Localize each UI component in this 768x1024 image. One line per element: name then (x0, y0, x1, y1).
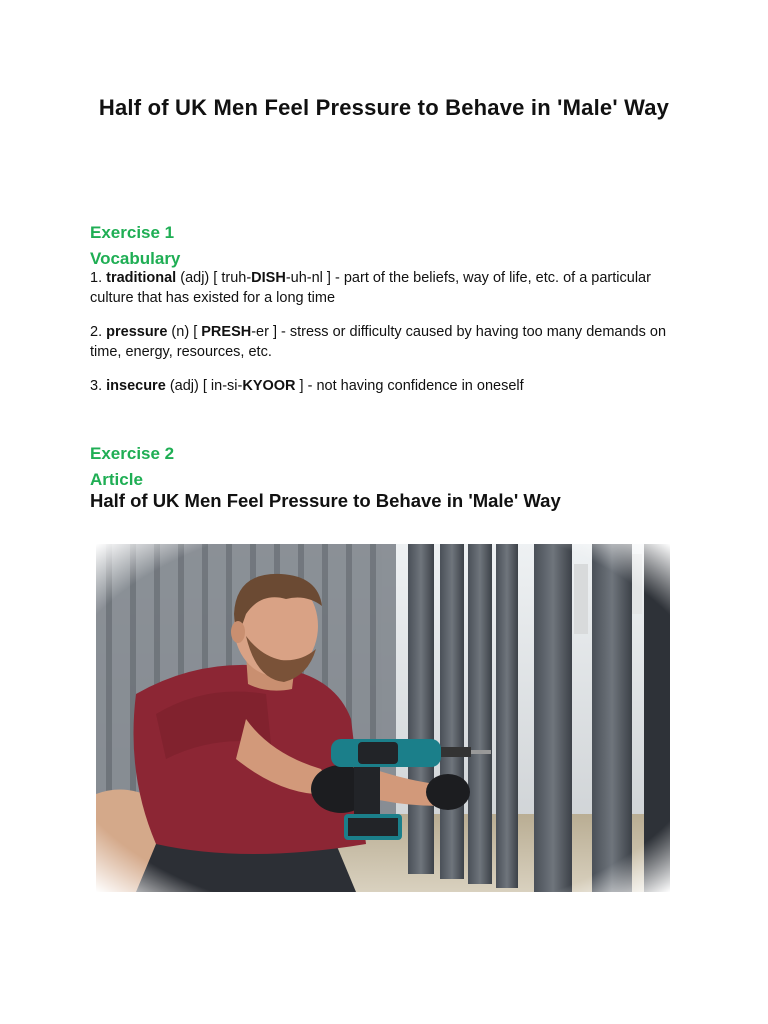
vocab-pos: (n) (171, 324, 190, 340)
article-title: Half of UK Men Feel Pressure to Behave in 'Male' Way (90, 490, 561, 511)
vocab-pron-rest: -uh-nl ] (285, 270, 331, 286)
article-photo (96, 544, 670, 892)
vocab-definition: - not having confidence in oneself (307, 378, 524, 394)
vocab-pos: (adj) (169, 378, 199, 394)
vocab-pron-open: [ truh- (213, 270, 252, 286)
article-heading: Article (90, 470, 143, 489)
page-title: Half of UK Men Feel Pressure to Behave in 'Male' Way (98, 95, 670, 120)
vocab-pron-stress: DISH (251, 270, 286, 286)
vocab-item-2 (90, 322, 680, 362)
vocab-item-1 (90, 268, 680, 308)
vocab-number: 3. (90, 378, 103, 394)
vocab-pron-open: [ in-si- (202, 378, 243, 394)
vocab-number: 1. (90, 270, 103, 286)
vocab-word: pressure (106, 324, 168, 340)
exercise-1-heading: Exercise 1 (90, 223, 175, 242)
vocab-pron-open: [ (193, 324, 202, 340)
vocab-pron-stress: PRESH (201, 324, 252, 340)
vocab-pos: (adj) (180, 270, 210, 286)
vocab-definition: - part of the beliefs, way of life, etc. of a particular culture that has existed for a long time (90, 270, 651, 306)
photo-man-drilling-fence-icon (96, 544, 670, 892)
exercise-2-heading: Exercise 2 (90, 444, 175, 463)
vocab-item-3 (90, 376, 680, 396)
vocabulary-heading: Vocabulary (90, 249, 181, 268)
vocab-pron-rest: ] (295, 378, 304, 394)
vocab-pron-rest: -er ] (251, 324, 277, 340)
vocab-pron-stress: KYOOR (242, 378, 296, 394)
vocab-word: insecure (106, 378, 166, 394)
vocab-word: traditional (106, 270, 177, 286)
vocab-number: 2. (90, 324, 103, 340)
vocab-definition: - stress or difficulty caused by having too many demands on time, energy, resources, etc. (90, 324, 667, 360)
